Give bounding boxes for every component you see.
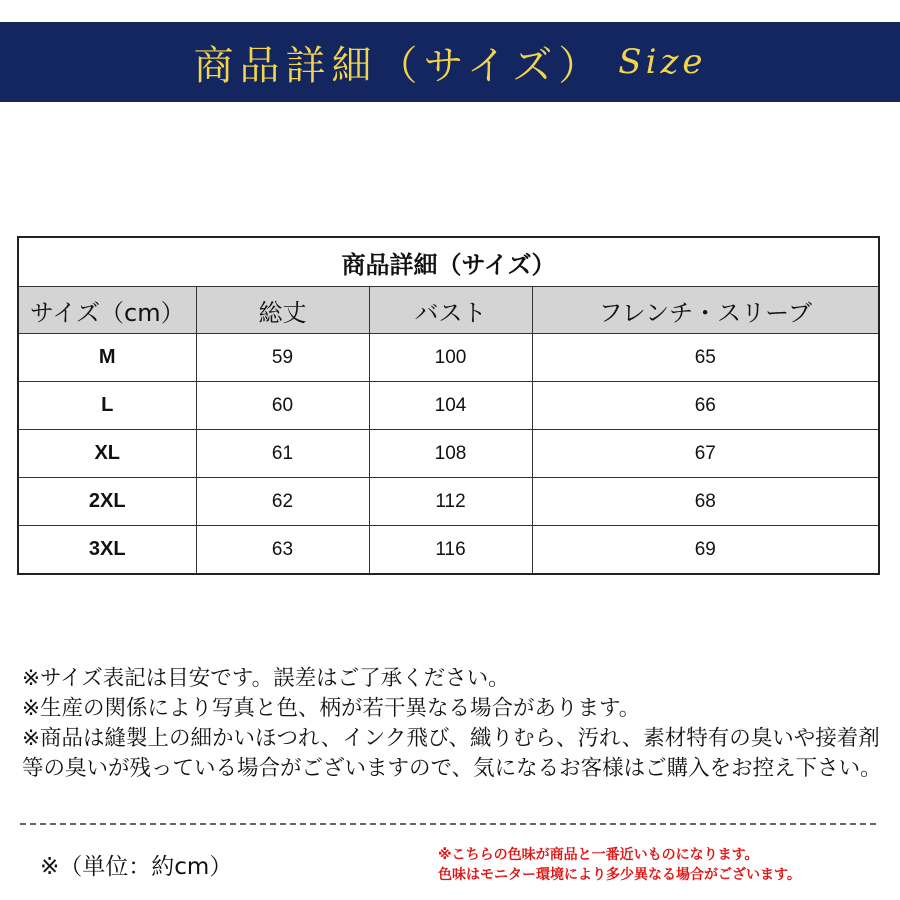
unit-note: ※（単位：約cm） — [40, 854, 233, 880]
table-caption: 商品詳細（サイズ） — [18, 237, 879, 287]
sleeve-cell: 68 — [532, 478, 879, 526]
notes-block — [22, 664, 892, 784]
color-notes — [438, 845, 888, 885]
column-header-size: サイズ（cm） — [18, 287, 196, 334]
size-table — [17, 236, 880, 575]
bust-cell: 112 — [369, 478, 532, 526]
note-sewing-defects: ※商品は縫製上の細かいほつれ、インク飛び、織りむら、汚れ、素材特有の臭いや接着剤等の臭いが残っている場合がございますので、気になるお客様はご購入をお控え下さい。 — [22, 726, 882, 781]
length-cell: 62 — [196, 478, 369, 526]
sleeve-cell: 65 — [532, 334, 879, 382]
size-cell: 2XL — [18, 478, 196, 526]
color-note-monitor: 色味はモニター環境により多少異なる場合がございます。 — [438, 867, 801, 883]
banner-title: 商品詳細（サイズ） — [193, 42, 605, 89]
header-banner — [0, 22, 900, 102]
column-header-sleeve: フレンチ・スリーブ — [532, 287, 879, 334]
note-size-guide: ※サイズ表記は目安です。誤差はご了承ください。 — [22, 666, 510, 691]
banner-script-word: Size — [618, 42, 707, 82]
table-row — [18, 430, 879, 478]
color-note-closest: ※こちらの色味が商品と一番近いものになります。 — [438, 847, 759, 863]
column-header-length: 総丈 — [196, 287, 369, 334]
note-color-variation: ※生産の関係により写真と色、柄が若干異なる場合があります。 — [22, 696, 641, 721]
length-cell: 63 — [196, 526, 369, 575]
size-cell: M — [18, 334, 196, 382]
table-row — [18, 334, 879, 382]
bust-cell: 108 — [369, 430, 532, 478]
column-header-bust: バスト — [369, 287, 532, 334]
bust-cell: 104 — [369, 382, 532, 430]
sleeve-cell: 67 — [532, 430, 879, 478]
bust-cell: 116 — [369, 526, 532, 575]
sleeve-cell: 66 — [532, 382, 879, 430]
table-row — [18, 526, 879, 575]
size-cell: 3XL — [18, 526, 196, 575]
length-cell: 60 — [196, 382, 369, 430]
size-cell: XL — [18, 430, 196, 478]
dashed-divider — [20, 823, 876, 825]
size-cell: L — [18, 382, 196, 430]
table-row — [18, 382, 879, 430]
length-cell: 59 — [196, 334, 369, 382]
bust-cell: 100 — [369, 334, 532, 382]
length-cell: 61 — [196, 430, 369, 478]
table-row — [18, 478, 879, 526]
sleeve-cell: 69 — [532, 526, 879, 575]
